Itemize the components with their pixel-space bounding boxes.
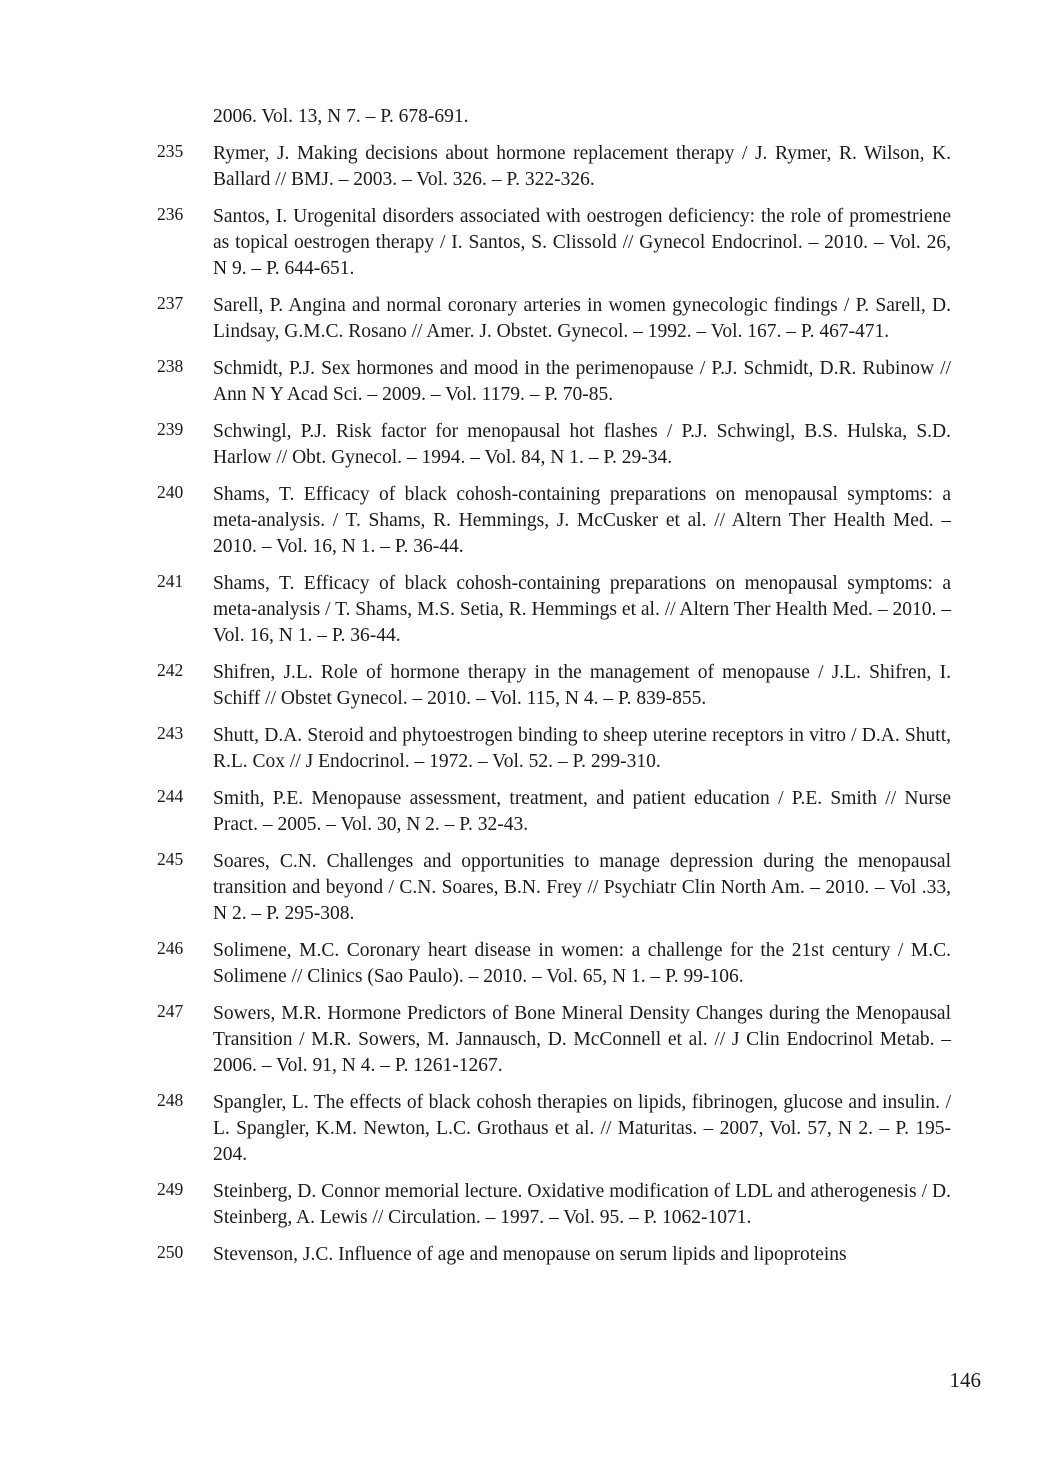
reference-number: 247 [157, 1001, 184, 1021]
reference-text: Shutt, D.A. Steroid and phytoestrogen binding to sheep uterine receptors in vitro / D.A. Shutt, R.L. Cox // J Endocrinol. – 1972. – Vol. 52. – P. 299-310. [213, 725, 951, 772]
reference-item [157, 723, 951, 775]
reference-number: 246 [157, 938, 184, 958]
reference-number: 239 [157, 419, 184, 439]
reference-text: Rymer, J. Making decisions about hormone replacement therapy / J. Rymer, R. Wilson, K. Ballard // BMJ. – 2003. – Vol. 326. – P. 322-326. [213, 143, 951, 190]
reference-text: Solimene, M.C. Coronary heart disease in women: a challenge for the 21st century / M.C. Solimene // Clinics (Sao Paulo). – 2010. – Vol. 65, N 1. – P. 99-106. [213, 940, 951, 987]
reference-text: Sowers, M.R. Hormone Predictors of Bone Mineral Density Changes during the Menopausal Transition / M.R. Sowers, M. Jannausch, D. McConnell et al. // J Clin Endocrinol Metab. – 2006. – Vol. 91, N 4. – P. 1261-1267. [213, 1003, 951, 1076]
reference-text: Shifren, J.L. Role of hormone therapy in the management of menopause / J.L. Shifren, I. Schiff // Obstet Gynecol. – 2010. – Vol. 115, N 4. – P. 839-855. [213, 662, 951, 709]
reference-number: 245 [157, 849, 184, 869]
reference-number: 248 [157, 1090, 184, 1110]
reference-text: Sarell, P. Angina and normal coronary arteries in women gynecologic findings / P. Sarell, D. Lindsay, G.M.C. Rosano // Amer. J. Obstet. Gynecol. – 1992. – Vol. 167. – P. 467-471. [213, 295, 951, 342]
reference-text: Steinberg, D. Connor memorial lecture. Oxidative modification of LDL and atherogenesis / D. Steinberg, A. Lewis // Circulation. – 1997. – Vol. 95. – P. 1062-1071. [213, 1181, 951, 1228]
reference-number: 241 [157, 571, 184, 591]
reference-text: Spangler, L. The effects of black cohosh therapies on lipids, fibrinogen, glucose and insulin. / L. Spangler, K.M. Newton, L.C. Grothaus et al. // Maturitas. – 2007, Vol. 57, N 2. – P. 195-204. [213, 1092, 951, 1165]
reference-text: Shams, T. Efficacy of black cohosh-containing preparations on menopausal symptoms: a meta-analysis / T. Shams, M.S. Setia, R. Hemmings et al. // Altern Ther Health Med. – 2010. – Vol. 16, N 1. – P. 36-44. [213, 573, 951, 646]
reference-item [157, 482, 951, 560]
page-number: 146 [949, 1368, 981, 1392]
reference-number: 244 [157, 786, 184, 806]
reference-number: 237 [157, 293, 184, 313]
reference-number: 242 [157, 660, 184, 680]
reference-list [157, 141, 951, 1279]
reference-item [157, 938, 951, 990]
reference-item [157, 571, 951, 649]
reference-number: 250 [157, 1242, 184, 1262]
reference-item [157, 356, 951, 408]
reference-continuation-text: 2006. Vol. 13, N 7. – P. 678-691. [213, 106, 469, 127]
reference-item [157, 849, 951, 927]
reference-item [157, 204, 951, 282]
reference-number: 235 [157, 141, 184, 161]
reference-item [157, 1090, 951, 1168]
reference-text: Stevenson, J.C. Influence of age and menopause on serum lipids and lipoproteins [213, 1244, 847, 1265]
reference-number: 236 [157, 204, 184, 224]
reference-item [157, 141, 951, 193]
reference-text: Schmidt, P.J. Sex hormones and mood in the perimenopause / P.J. Schmidt, D.R. Rubinow // Ann N Y Acad Sci. – 2009. – Vol. 1179. – P. 70-85. [213, 358, 951, 405]
reference-item [157, 1179, 951, 1231]
reference-item [157, 786, 951, 838]
reference-text: Soares, C.N. Challenges and opportunities to manage depression during the menopausal transition and beyond / C.N. Soares, B.N. Frey // Psychiatr Clin North Am. – 2010. – Vol .33, N 2. – P. 295-308. [213, 851, 951, 924]
reference-text: Schwingl, P.J. Risk factor for menopausal hot flashes / P.J. Schwingl, B.S. Hulska, S.D. Harlow // Obt. Gynecol. – 1994. – Vol. 84, N 1. – P. 29-34. [213, 421, 951, 468]
reference-item [157, 419, 951, 471]
reference-item [157, 1242, 951, 1268]
reference-item [157, 293, 951, 345]
reference-item [157, 660, 951, 712]
reference-number: 238 [157, 356, 184, 376]
reference-text: Santos, I. Urogenital disorders associated with oestrogen deficiency: the role of promestriene as topical oestrogen therapy / I. Santos, S. Clissold // Gynecol Endocrinol. – 2010. – Vol. 26, N 9. – P. 644-651. [213, 206, 951, 279]
reference-number: 243 [157, 723, 184, 743]
reference-text: Smith, P.E. Menopause assessment, treatment, and patient education / P.E. Smith // Nurse Pract. – 2005. – Vol. 30, N 2. – P. 32-43. [213, 788, 951, 835]
reference-number: 249 [157, 1179, 184, 1199]
reference-text: Shams, T. Efficacy of black cohosh-containing preparations on menopausal symptoms: a meta-analysis. / T. Shams, R. Hemmings, J. McCusker et al. // Altern Ther Health Med. – 2010. – Vol. 16, N 1. – P. 36-44. [213, 484, 951, 557]
reference-number: 240 [157, 482, 184, 502]
reference-item [157, 1001, 951, 1079]
